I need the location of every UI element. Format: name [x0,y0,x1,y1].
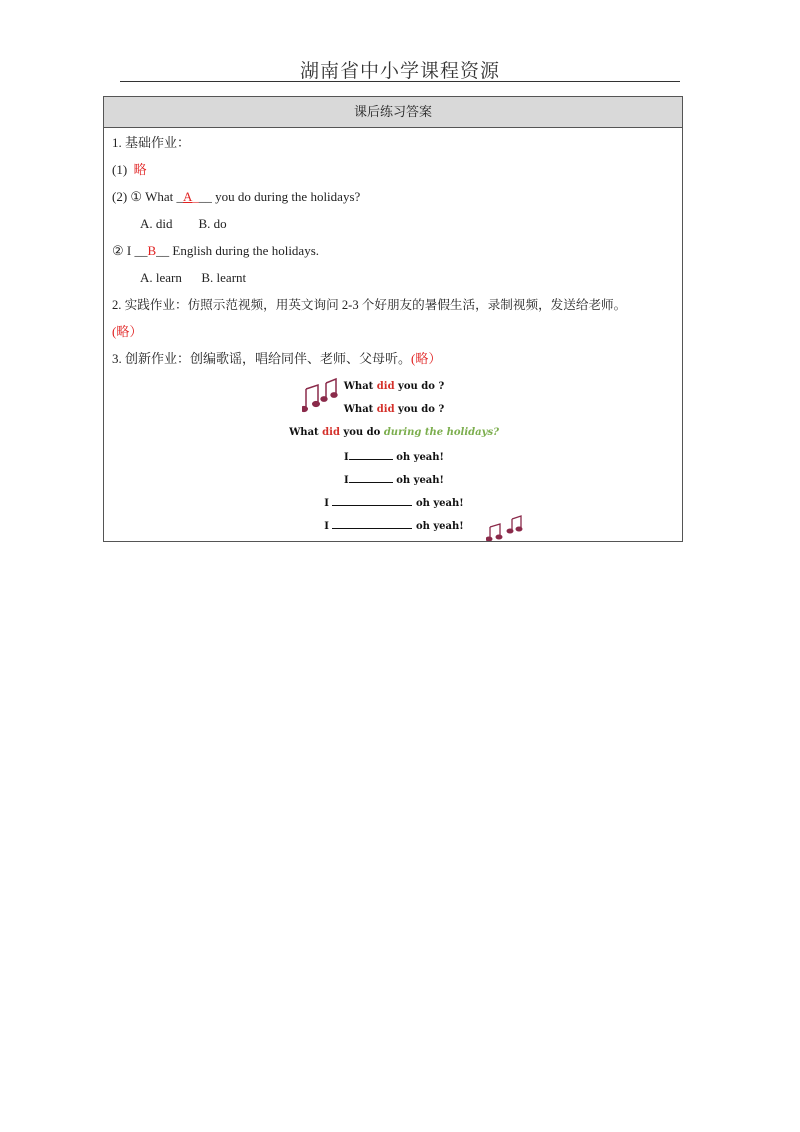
song-l2-b: you do ? [394,404,445,415]
q3-text: 3. 创新作业：创编歌谣，唱给同伴、老师、父母听。 [112,351,412,366]
song-l6-a: I [324,498,333,509]
song-l7-a: I [324,521,333,532]
song-l1-a: What [343,381,377,392]
q1-part3-suffix: __ English during the holidays. [156,243,320,258]
q2-text: 2. 实践作业：仿照示范视频，用英文询问 2-3 个好朋友的暑假生活，录制视频，发送给老师。 [112,298,627,312]
song-l4-a: I [344,452,349,463]
music-notes-icon [486,515,526,541]
song-l5-a: I [344,475,349,486]
song-line-6 [104,496,684,509]
song-l7-blank [332,519,412,529]
header-rule [120,81,680,82]
song-l5-blank [349,473,393,483]
song-l1-b: you do ? [394,381,445,392]
q1-part2-options: A. did B. do [140,216,227,231]
song-l7-b: oh yeah! [412,521,464,532]
song-l4-blank [349,450,393,460]
q1-part3-prefix: ② I __ [112,243,148,258]
song-l1-did: did [376,381,395,392]
q1-part2-after: _ [192,189,199,204]
song-l6-b: oh yeah! [412,498,464,509]
song-line-1 [104,381,684,392]
song-l3-did: did [322,427,340,438]
page-title: 湖南省中小学课程资源 [299,61,500,82]
q1-part2-suffix: __ you do during the holidays? [198,189,361,204]
q1-part3-options: A. learn B. learnt [140,270,247,285]
song-l2-a: What [343,404,377,415]
q1-part3-answer: B [147,243,157,258]
box-heading: 课后练习答案 [104,97,682,128]
song-l6-blank [332,496,412,506]
song-l4-b: oh yeah! [392,452,444,463]
song-l2-did: did [376,404,395,415]
song-line-7 [104,519,684,532]
song-l3-b: you do [339,427,384,438]
song-line-2 [104,404,684,415]
song-line-4 [104,450,684,463]
song-l5-b: oh yeah! [392,475,444,486]
q1-part2-answer: A [182,189,193,204]
q1-part2 [112,188,360,206]
q1-part1-answer: 略 [133,162,147,177]
q1-part2-prefix: (2) ① What _ [112,189,183,204]
q3-line [112,350,441,368]
song-line-3 [104,427,684,438]
song-l3-green: during the holidays? [383,427,499,438]
answer-box [103,96,683,542]
song-line-5 [104,473,684,486]
q1-part1-prefix: (1) [112,162,128,177]
q1-label: 1. 基础作业： [112,135,191,150]
q1-part1 [112,161,147,179]
song-l3-a: What [289,427,323,438]
q1-part3 [112,242,319,260]
q3-answer: (略） [411,351,442,366]
music-notes-icon [302,377,342,415]
q2-answer: (略） [112,324,143,339]
